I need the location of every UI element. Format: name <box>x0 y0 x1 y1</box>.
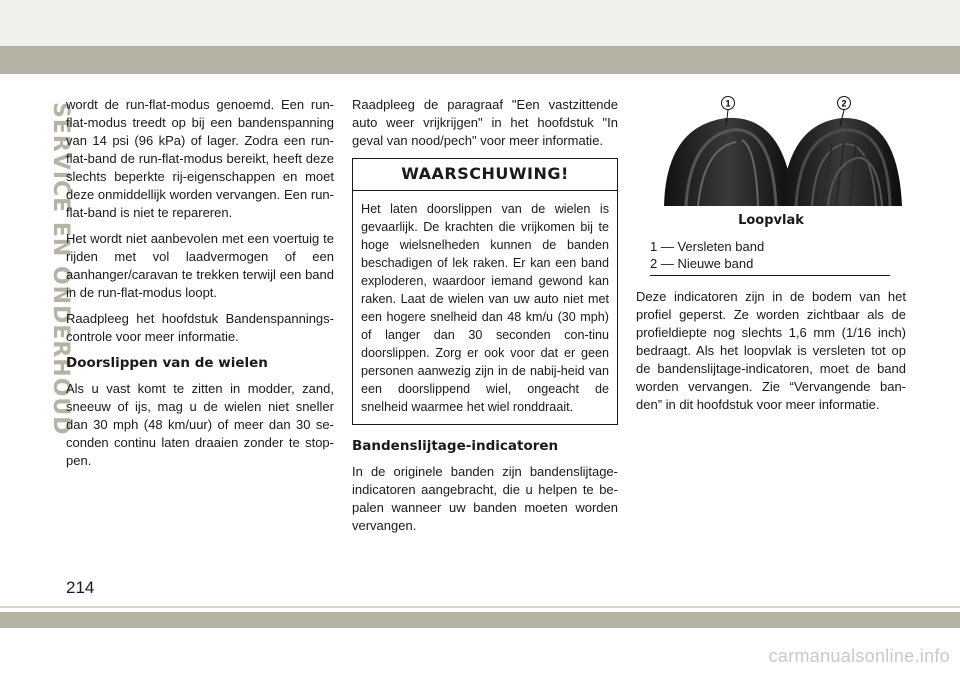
paragraph-indicator-detail: Deze indicatoren zijn in de bodem van het profiel geperst. Ze worden zichtbaar als de profieldiepte nog slechts 1,6 mm (1/16 inch) bedraagt. Als het loopvlak is versleten tot op de bandenslijtage-indicatoren, moet de band worden vervangen. Zie “Vervangende ban-den” in dit hoofdstuk voor meer informatie. <box>636 289 906 412</box>
figure-legend <box>650 238 890 276</box>
callout-2-label: 2 <box>841 98 847 109</box>
warning-title: WAARSCHUWING! <box>353 159 617 191</box>
top-margin <box>0 0 960 46</box>
column-left <box>66 96 334 478</box>
paragraph-run-flat: wordt de run-flat-modus genoemd. Een run-flat-modus treedt op bij een bandenspanning van 14 psi (96 kPa) of lager. Zodra een run-flat-band de run-flat-modus bereikt, heeft deze slechts beperkte rij-eigenschappen en moet deze onmiddellijk worden vervangen. Een run-flat-band is niet te repareren. <box>66 97 334 220</box>
warning-box <box>352 158 618 425</box>
column-right <box>636 96 906 422</box>
paragraph-wear-indicators: In de originele banden zijn bandenslijtage-indicatoren aangebracht, die u helpen te be-palen wanneer uw banden moeten worden vervangen. <box>352 464 618 533</box>
figure-caption: Loopvlak <box>738 213 804 228</box>
tire-illustration <box>646 96 902 206</box>
warning-text: Het laten doorslippen van de wielen is gevaarlijk. De krachten die vrijkomen bij te hoge wielsnelheden kunnen de banden beschadigen of lek raken. Er kan een band exploderen, waardoor iemand gewond kan raken. Laat de wielen van uw auto niet met een hogere snelheid dan 48 km/u (30 mph) of langer dan 30 seconden con-tinu doorslippen. Zorg er ook voor dat er geen personen aanwezig zijn in de nabij-heid van een doorslippend wiel, ongeacht de snelheid waarmee het wiel ronddraait. <box>361 202 609 414</box>
legend-item-worn: 1 — Versleten band <box>650 239 765 254</box>
header-bar <box>0 46 960 74</box>
watermark-text: carmanualsonline.info <box>768 646 950 666</box>
new-tire-graphic <box>782 118 902 206</box>
paragraph-stuck-reference: Raadpleeg de paragraaf "Een vastzittende auto weer vrijkrijgen" in het hoofdstuk "In geval van nood/pech" voor meer informatie. <box>352 97 618 148</box>
footer-line <box>0 606 960 608</box>
heading-wear-indicators: Bandenslijtage-indicatoren <box>352 438 559 454</box>
legend-item-new: 2 — Nieuwe band <box>650 256 754 271</box>
column-middle <box>352 96 618 543</box>
callout-1-label: 1 <box>725 98 731 109</box>
paragraph-load-advice: Het wordt niet aanbevolen met een voertuig te rijden met vol laadvermogen of een aanhanger/caravan te trekken terwijl een band in de run-flat-modus loopt. <box>66 231 334 300</box>
paragraph-reference: Raadpleeg het hoofdstuk Bandenspannings-controle voor meer informatie. <box>66 311 334 344</box>
worn-tire-graphic <box>664 118 794 206</box>
footer-bar <box>0 612 960 628</box>
section-side-title: SERVICE EN ONDERHOUD <box>48 102 73 436</box>
page-number: 214 <box>66 578 95 597</box>
heading-wheel-spin: Doorslippen van de wielen <box>66 355 268 371</box>
tire-figure <box>646 96 902 206</box>
paragraph-wheel-spin: Als u vast komt te zitten in modder, zand, sneeuw of ijs, mag u de wielen niet sneller dan 30 mph (48 km/uur) of meer dan 30 se-conden continu laten draaien zonder te stop-pen. <box>66 381 334 468</box>
